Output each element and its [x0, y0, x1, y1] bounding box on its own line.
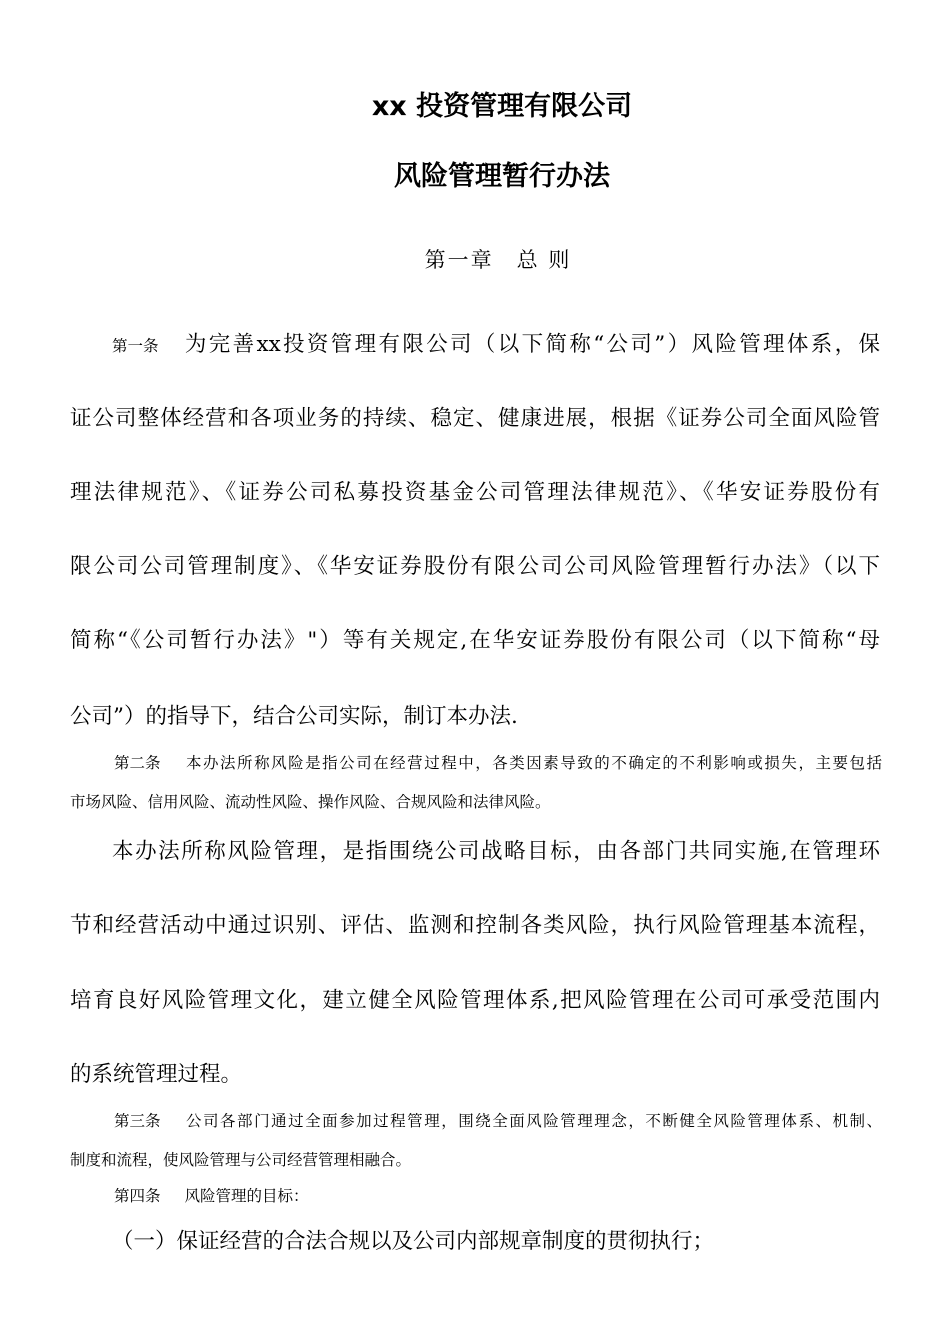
article4-line — [114, 1184, 882, 1206]
article1-line — [112, 327, 880, 358]
article3-text: 公司各部门通过全面参加过程管理，围绕全面风险管理理念，不断健全风险管理体系、机制、 — [184, 1112, 882, 1130]
article1-line: 理法律规范》、《证券公司私募投资基金公司管理法律规范》、《华安证券股份有 — [70, 480, 880, 505]
article1-line: 简称“《公司暂行办法》"）等有关规定,在华安证券股份有限公司（以下简称“母 — [70, 628, 880, 653]
article3-line: 制度和流程，使风险管理与公司经营管理相融合。 — [70, 1151, 412, 1169]
management-line: 本办法所称风险管理，是指围绕公司战略目标，由各部门共同实施,在管理环 — [112, 839, 880, 864]
article2-text: 本办法所称风险是指公司在经营过程中，各类因素导致的不确定的不利影响或损失，主要包括 — [184, 754, 882, 772]
article2-line: 市场风险、信用风险、流动性风险、操作风险、合规风险和法律风险。 — [70, 793, 551, 811]
title-document: 风险管理暂行办法 — [394, 161, 610, 192]
article1-line: 证公司整体经营和各项业务的持续、稳定、健康进展，根据《证券公司全面风险管 — [70, 406, 880, 431]
goal-item: （一）保证经营的合法合规以及公司内部规章制度的贯彻执行； — [112, 1229, 715, 1254]
article1-line: 限公司公司管理制度》、《华安证券股份有限公司公司风险管理暂行办法》（以下 — [70, 554, 880, 579]
management-line: 节和经营活动中通过识别、评估、监测和控制各类风险，执行风险管理基本流程， — [70, 913, 880, 938]
article3-label: 第三条 — [114, 1112, 161, 1130]
article2-label: 第二条 — [114, 754, 161, 772]
management-line: 的系统管理过程。 — [70, 1062, 243, 1087]
chapter-heading: 第一章 总 则 — [424, 248, 572, 272]
article1-label: 第一条 — [112, 337, 159, 355]
article1-line: 公司”）的指导下，结合公司实际，制订本办法. — [70, 704, 518, 729]
article2-line — [114, 751, 882, 773]
article1-text: 为完善xx投资管理有限公司（以下简称“公司”）风险管理体系，保 — [182, 332, 880, 357]
article4-text: 风险管理的目标： — [184, 1187, 309, 1205]
article4-label: 第四条 — [114, 1187, 161, 1205]
title-company: xx 投资管理有限公司 — [371, 91, 633, 122]
article3-line — [114, 1109, 882, 1131]
management-line: 培育良好风险管理文化，建立健全风险管理体系,把风险管理在公司可承受范围内 — [70, 988, 880, 1013]
